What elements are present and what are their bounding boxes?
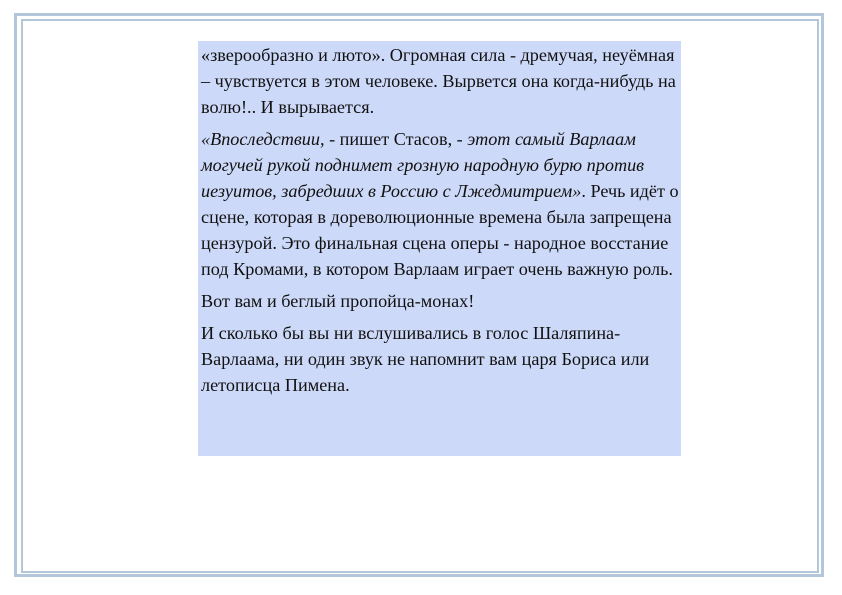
text-block	[198, 41, 681, 456]
paragraph-3: Вот вам и беглый пропойца-монах!	[201, 291, 475, 311]
quote-body: этот самый Варлаам могучей рукой поднимет грозную народную бурю против иезуитов, забредших в Россию с Лжедмитрием»	[201, 129, 645, 201]
quote-opening: «Впоследствии,	[201, 129, 325, 149]
paragraph-1: «зверообразно и люто». Огромная сила - дремучая, неуёмная – чувствуется в этом человеке. Вырвется она когда-нибудь на волю!.. И вырывается.	[201, 45, 676, 117]
quote-attribution: - пишет Стасов, -	[324, 129, 468, 149]
paragraph-2	[201, 126, 679, 282]
paragraph-4: И сколько бы вы ни вслушивались в голос Шаляпина-Варлаама, ни один звук не напомнит вам царя Бориса или летописца Пимена.	[201, 323, 650, 395]
paragraph-2-rest: . Речь идёт о сцене, которая в дореволюционные времена была запрещена цензурой. Это финальная сцена оперы - народное восстание под Кромами, в котором Варлаам играет очень важную роль.	[201, 181, 679, 279]
